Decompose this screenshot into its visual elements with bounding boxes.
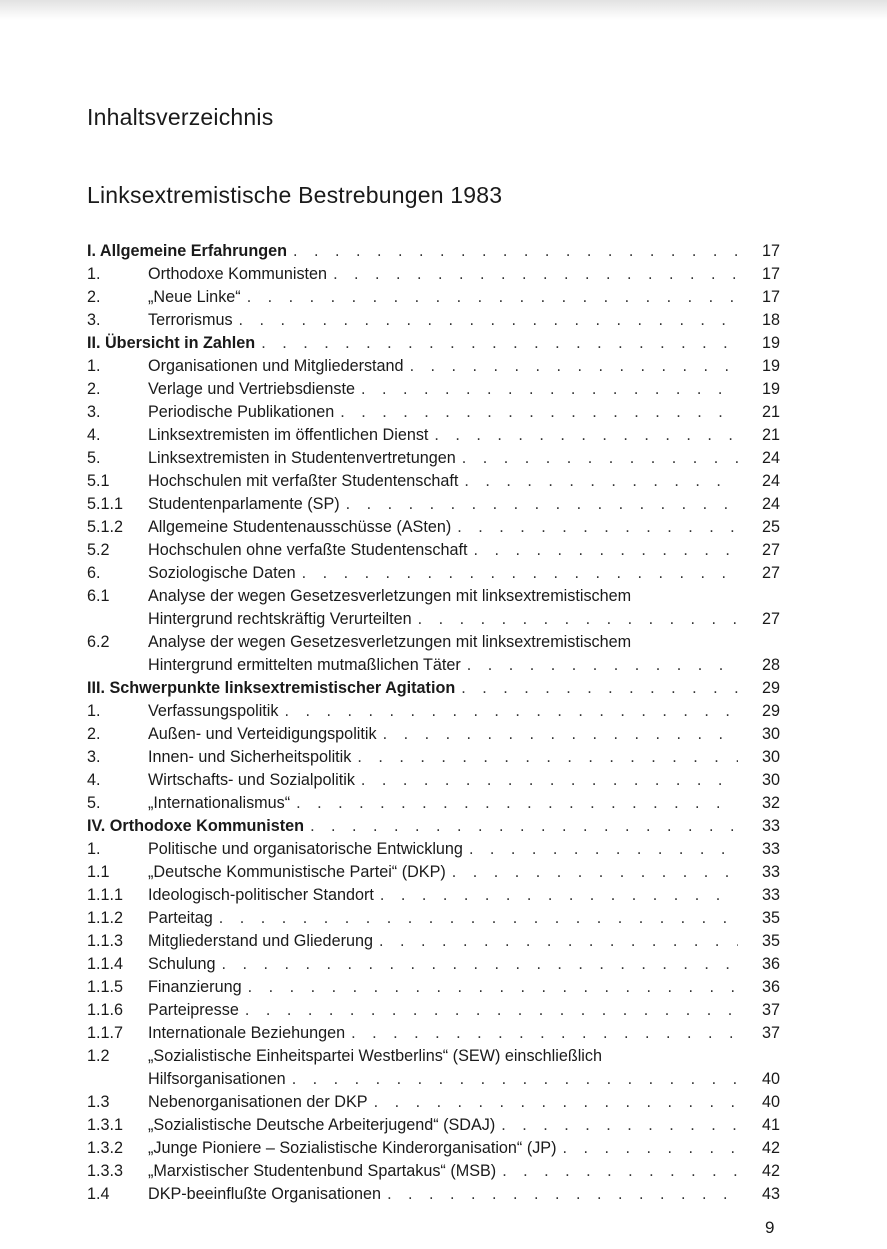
toc-entry xyxy=(87,585,780,608)
toc-page-number: 27 xyxy=(761,610,780,628)
dot-leader xyxy=(452,861,738,884)
toc-entry-number: 6. xyxy=(87,564,101,582)
toc-entry xyxy=(87,1022,780,1045)
toc-entry xyxy=(87,631,780,654)
toc-page-number: 41 xyxy=(761,1116,780,1134)
dot-leader xyxy=(296,792,738,815)
toc-page-number: 27 xyxy=(761,541,780,559)
toc-entry-title: Ideologisch-politischer Standort xyxy=(148,886,374,904)
toc-entry-number: 1.3.2 xyxy=(87,1139,124,1157)
toc-entry-title: Periodische Publikationen xyxy=(148,403,335,421)
toc-entry-title: Organisationen und Mitgliederstand xyxy=(148,357,404,375)
toc-entry-title: Politische und organisatorische Entwicklung xyxy=(148,840,463,858)
dot-leader xyxy=(248,976,738,999)
toc-entry-title: Hochschulen mit verfaßter Studentenschaft xyxy=(148,472,459,490)
toc-entry xyxy=(87,700,780,723)
toc-page-number: 28 xyxy=(761,656,780,674)
dot-leader xyxy=(469,838,738,861)
toc-page-number: 35 xyxy=(761,932,780,950)
toc-entry-number: 1.1.3 xyxy=(87,932,124,950)
toc-entry xyxy=(87,424,780,447)
toc-section-heading xyxy=(87,240,780,263)
toc-entry-title: „Neue Linke“ xyxy=(148,288,241,306)
toc-entry-number: 1.3 xyxy=(87,1093,110,1111)
dot-leader xyxy=(387,1183,738,1206)
toc-page-number: 24 xyxy=(761,495,780,513)
toc-page-number: 17 xyxy=(761,265,780,283)
toc-page-number: 21 xyxy=(761,426,780,444)
toc-page-number: 33 xyxy=(761,817,780,835)
toc-entry-number: 1.1.5 xyxy=(87,978,124,996)
dot-leader xyxy=(357,746,738,769)
toc-entry-title: „Sozialistische Einheitspartei Westberlins“ (SEW) einschließlich xyxy=(148,1047,603,1065)
toc-entry-title: Analyse der wegen Gesetzesverletzungen mit linksextremistischem xyxy=(148,633,632,651)
toc-entry-title: Hintergrund rechtskräftig Verurteilten xyxy=(148,610,412,628)
toc-entry-number: 1.1.6 xyxy=(87,1001,124,1019)
toc-page-number: 40 xyxy=(761,1093,780,1111)
page-title: Inhaltsverzeichnis xyxy=(87,104,274,130)
toc-entry-number: 1. xyxy=(87,357,101,375)
dot-leader xyxy=(461,677,738,700)
toc-entry-title: Hilfsorganisationen xyxy=(148,1070,286,1088)
toc-page-number: 37 xyxy=(761,1024,780,1042)
toc-entry xyxy=(87,562,780,585)
toc-entry xyxy=(87,1137,780,1160)
dot-leader xyxy=(374,1091,738,1114)
toc-entry-number: 1.1 xyxy=(87,863,110,881)
toc-entry xyxy=(87,309,780,332)
toc-entry xyxy=(87,355,780,378)
toc-page-number: 19 xyxy=(761,380,780,398)
dot-leader xyxy=(293,240,738,263)
toc-entry-title: „Internationalismus“ xyxy=(148,794,291,812)
toc-entry xyxy=(87,723,780,746)
toc-entry-title: Parteitag xyxy=(148,909,213,927)
dot-leader xyxy=(501,1114,738,1137)
toc-page-number: 18 xyxy=(761,311,780,329)
toc-entry xyxy=(87,746,780,769)
toc-entry xyxy=(87,1114,780,1137)
dot-leader xyxy=(351,1022,738,1045)
toc-entry-title: „Junge Pioniere – Sozialistische Kinderorganisation“ (JP) xyxy=(148,1139,557,1157)
dot-leader xyxy=(361,769,738,792)
toc-page-number: 30 xyxy=(761,771,780,789)
toc-page-number: 27 xyxy=(761,564,780,582)
toc-entry xyxy=(87,769,780,792)
toc-page-number: 17 xyxy=(761,288,780,306)
toc-entry-title: Nebenorganisationen der DKP xyxy=(148,1093,368,1111)
toc-entry-number: 1.3.1 xyxy=(87,1116,124,1134)
toc-page-number: 24 xyxy=(761,472,780,490)
toc-entry-number: 5.1 xyxy=(87,472,110,490)
toc-entry-number: 2. xyxy=(87,380,101,398)
toc-entry xyxy=(87,1045,780,1068)
dot-leader xyxy=(462,447,738,470)
dot-leader xyxy=(467,654,738,677)
toc-entry xyxy=(87,999,780,1022)
toc-entry-number: 1.1.1 xyxy=(87,886,124,904)
toc-page-number: 25 xyxy=(761,518,780,536)
toc-entry xyxy=(87,907,780,930)
toc-entry xyxy=(87,263,780,286)
toc-entry-title: Allgemeine Studentenausschüsse (ASten) xyxy=(148,518,452,536)
toc-entry-title: Orthodoxe Kommunisten xyxy=(148,265,328,283)
toc-entry-number: 4. xyxy=(87,426,101,444)
toc-entry xyxy=(87,861,780,884)
toc-page-number: 40 xyxy=(761,1070,780,1088)
dot-leader xyxy=(310,815,738,838)
toc-entry-title: „Deutsche Kommunistische Partei“ (DKP) xyxy=(148,863,446,881)
toc-entry-title: Außen- und Verteidigungspolitik xyxy=(148,725,377,743)
toc-page-number: 33 xyxy=(761,886,780,904)
dot-leader xyxy=(457,516,738,539)
toc-entry xyxy=(87,401,780,424)
toc-page-number: 33 xyxy=(761,840,780,858)
toc-entry xyxy=(87,792,780,815)
dot-leader xyxy=(380,884,738,907)
toc-section-title: IV. Orthodoxe Kommunisten xyxy=(87,817,305,835)
toc-entry-title: Verlage und Vertriebsdienste xyxy=(148,380,355,398)
dot-leader xyxy=(563,1137,739,1160)
toc-page-number: 29 xyxy=(761,679,780,697)
toc-entry-title: Parteipresse xyxy=(148,1001,239,1019)
dot-leader xyxy=(340,401,738,424)
dot-leader xyxy=(245,999,738,1022)
toc-entry-number: 1. xyxy=(87,840,101,858)
table-of-contents xyxy=(87,240,780,1206)
toc-page-number: 36 xyxy=(761,955,780,973)
toc-page-number: 35 xyxy=(761,909,780,927)
toc-entry-title: Studentenparlamente (SP) xyxy=(148,495,340,513)
toc-entry-number: 3. xyxy=(87,748,101,766)
toc-page-number: 19 xyxy=(761,334,780,352)
toc-entry-number: 6.1 xyxy=(87,587,110,605)
dot-leader xyxy=(379,930,738,953)
toc-entry-title: Analyse der wegen Gesetzesverletzungen mit linksextremistischem xyxy=(148,587,632,605)
scan-edge-shadow xyxy=(0,0,887,20)
toc-entry-title: Terrorismus xyxy=(148,311,233,329)
toc-entry-number: 3. xyxy=(87,311,101,329)
toc-page-number: 21 xyxy=(761,403,780,421)
toc-entry-title: Finanzierung xyxy=(148,978,242,996)
toc-entry-title: Innen- und Sicherheitspolitik xyxy=(148,748,352,766)
dot-leader xyxy=(284,700,738,723)
dot-leader xyxy=(247,286,738,309)
toc-entry xyxy=(87,953,780,976)
toc-entry-title: „Sozialistische Deutsche Arbeiterjugend“ (SDAJ) xyxy=(148,1116,496,1134)
toc-entry xyxy=(87,1091,780,1114)
toc-section-heading xyxy=(87,332,780,355)
toc-entry-title: Hochschulen ohne verfaßte Studentenschaft xyxy=(148,541,468,559)
toc-entry xyxy=(87,654,780,677)
toc-entry-number: 4. xyxy=(87,771,101,789)
dot-leader xyxy=(410,355,738,378)
toc-page-number: 30 xyxy=(761,725,780,743)
toc-entry xyxy=(87,838,780,861)
toc-entry-number: 1. xyxy=(87,265,101,283)
toc-entry-number: 5.1.1 xyxy=(87,495,124,513)
dot-leader xyxy=(261,332,738,355)
toc-entry xyxy=(87,1160,780,1183)
toc-entry xyxy=(87,516,780,539)
dot-leader xyxy=(464,470,738,493)
toc-page-number: 43 xyxy=(761,1185,780,1203)
dot-leader xyxy=(219,907,738,930)
dot-leader xyxy=(333,263,738,286)
toc-entry-title: Wirtschafts- und Sozialpolitik xyxy=(148,771,355,789)
toc-page-number: 33 xyxy=(761,863,780,881)
toc-page-number: 19 xyxy=(761,357,780,375)
toc-entry-title: Soziologische Daten xyxy=(148,564,296,582)
dot-leader xyxy=(502,1160,738,1183)
toc-entry-number: 1.1.7 xyxy=(87,1024,124,1042)
dot-leader xyxy=(292,1068,738,1091)
toc-page-number: 32 xyxy=(761,794,780,812)
dot-leader xyxy=(473,539,738,562)
toc-entry xyxy=(87,1068,780,1091)
toc-entry xyxy=(87,539,780,562)
toc-entry-number: 1.2 xyxy=(87,1047,110,1065)
toc-section-heading xyxy=(87,815,780,838)
toc-entry-number: 2. xyxy=(87,725,101,743)
toc-page-number: 17 xyxy=(761,242,780,260)
dot-leader xyxy=(434,424,738,447)
toc-entry xyxy=(87,378,780,401)
dot-leader xyxy=(346,493,738,516)
toc-page-number: 29 xyxy=(761,702,780,720)
toc-entry-title: Linksextremisten im öffentlichen Dienst xyxy=(148,426,429,444)
toc-entry-number: 5.2 xyxy=(87,541,110,559)
toc-entry-number: 5. xyxy=(87,449,101,467)
toc-entry xyxy=(87,1183,780,1206)
toc-page-number: 42 xyxy=(761,1162,780,1180)
toc-entry-title: Internationale Beziehungen xyxy=(148,1024,346,1042)
toc-entry xyxy=(87,493,780,516)
dot-leader xyxy=(222,953,738,976)
toc-page-number: 37 xyxy=(761,1001,780,1019)
toc-entry-title: „Marxistischer Studentenbund Spartakus“ (MSB) xyxy=(148,1162,497,1180)
toc-entry xyxy=(87,286,780,309)
toc-page-number: 36 xyxy=(761,978,780,996)
toc-entry-title: Mitgliederstand und Gliederung xyxy=(148,932,373,950)
toc-entry xyxy=(87,608,780,631)
dot-leader xyxy=(361,378,738,401)
toc-page-number: 24 xyxy=(761,449,780,467)
toc-entry-title: DKP-beeinflußte Organisationen xyxy=(148,1185,382,1203)
page-subtitle: Linksextremistische Bestrebungen 1983 xyxy=(87,182,503,208)
dot-leader xyxy=(239,309,738,332)
toc-section-heading xyxy=(87,677,780,700)
page-number: 9 xyxy=(765,1218,775,1237)
toc-entry-title: Verfassungspolitik xyxy=(148,702,279,720)
toc-entry-title: Hintergrund ermittelten mutmaßlichen Täter xyxy=(148,656,461,674)
toc-entry-number: 1. xyxy=(87,702,101,720)
toc-section-title: III. Schwerpunkte linksextremistischer Agitation xyxy=(87,679,456,697)
toc-entry-number: 6.2 xyxy=(87,633,110,651)
toc-page-number: 30 xyxy=(761,748,780,766)
toc-entry xyxy=(87,884,780,907)
toc-entry-number: 1.1.2 xyxy=(87,909,124,927)
toc-entry-number: 2. xyxy=(87,288,101,306)
toc-entry-number: 1.4 xyxy=(87,1185,110,1203)
dot-leader xyxy=(383,723,738,746)
toc-entry xyxy=(87,976,780,999)
toc-entry xyxy=(87,930,780,953)
toc-page-number: 42 xyxy=(761,1139,780,1157)
toc-entry-number: 5.1.2 xyxy=(87,518,124,536)
toc-section-title: I. Allgemeine Erfahrungen xyxy=(87,242,287,260)
dot-leader xyxy=(418,608,738,631)
toc-entry-number: 1.1.4 xyxy=(87,955,124,973)
toc-section-title: II. Übersicht in Zahlen xyxy=(87,334,256,352)
toc-entry xyxy=(87,447,780,470)
dot-leader xyxy=(302,562,738,585)
toc-entry-number: 1.3.3 xyxy=(87,1162,124,1180)
toc-entry-number: 3. xyxy=(87,403,101,421)
toc-entry-title: Linksextremisten in Studentenvertretungen xyxy=(148,449,456,467)
toc-entry xyxy=(87,470,780,493)
toc-entry-number: 5. xyxy=(87,794,101,812)
toc-entry-title: Schulung xyxy=(148,955,216,973)
